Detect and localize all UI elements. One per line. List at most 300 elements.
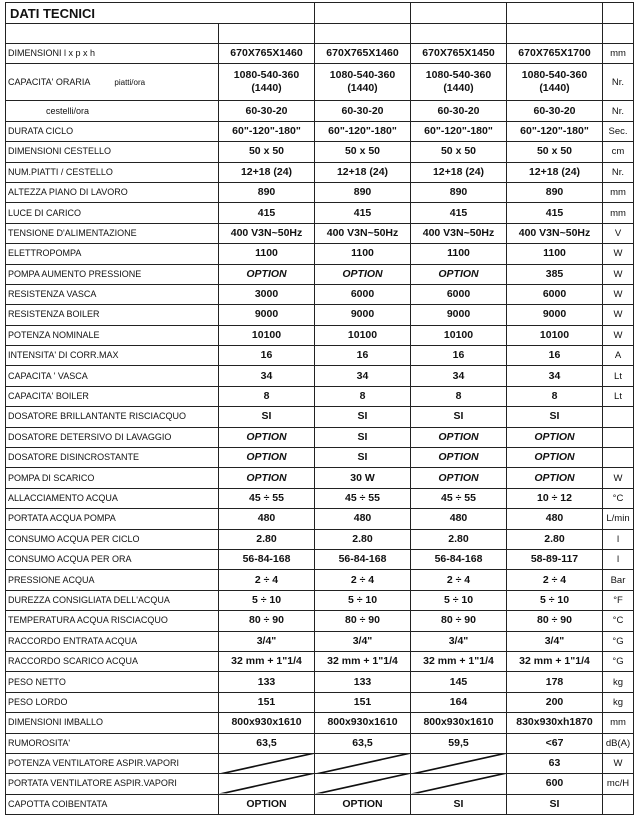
- spec-value: 50 x 50: [219, 142, 315, 162]
- spec-value: 1100: [411, 244, 507, 264]
- spec-value: 60-30-20: [507, 101, 603, 121]
- spec-value: 56-84-168: [315, 549, 411, 569]
- spec-label: [6, 284, 219, 304]
- spec-row: [6, 386, 634, 406]
- spec-value: 32 mm + 1"1/4: [219, 651, 315, 671]
- spec-value: 45 ÷ 55: [411, 488, 507, 508]
- spec-row: [6, 64, 634, 101]
- spec-value: 415: [315, 203, 411, 223]
- spec-unit: Sec.: [603, 121, 634, 141]
- spec-label: [6, 203, 219, 223]
- spec-value: 145: [411, 672, 507, 692]
- spec-label-text: RACCORDO ENTRATA ACQUA: [8, 635, 138, 646]
- spec-label-text: DIMENSIONI CESTELLO: [8, 146, 112, 157]
- spec-value: OPTION: [411, 264, 507, 284]
- spec-row: [6, 407, 634, 427]
- spec-value: 1080-540-360 (1440): [411, 64, 507, 101]
- spec-value: 60-30-20: [411, 101, 507, 121]
- spec-value: 12+18 (24): [315, 162, 411, 182]
- spec-value: 3/4": [411, 631, 507, 651]
- spec-value: SI: [507, 794, 603, 814]
- spec-table: [5, 2, 634, 815]
- spec-label: [6, 244, 219, 264]
- spec-label: [6, 182, 219, 202]
- spec-unit: [603, 427, 634, 447]
- spec-value: 1100: [219, 244, 315, 264]
- spec-value: OPTION: [315, 794, 411, 814]
- spec-value: 34: [507, 366, 603, 386]
- spec-value: 890: [411, 182, 507, 202]
- spec-value: 400 V3N~50Hz: [507, 223, 603, 243]
- spec-label-sub: piatti/ora: [114, 77, 146, 87]
- spec-label: [6, 142, 219, 162]
- diagonal-strike-icon: [315, 754, 410, 773]
- spec-label: [6, 325, 219, 345]
- spec-value: 400 V3N~50Hz: [411, 223, 507, 243]
- spec-value: OPTION: [507, 448, 603, 468]
- spec-label-text: CAPACITA ' VASCA: [8, 370, 88, 381]
- spec-value: 385: [507, 264, 603, 284]
- spec-unit: °C: [603, 611, 634, 631]
- spec-value: OPTION: [507, 468, 603, 488]
- spec-value: 1100: [507, 244, 603, 264]
- spec-value: 178: [507, 672, 603, 692]
- spec-label: [6, 44, 219, 64]
- spec-value: 8: [411, 386, 507, 406]
- spec-value: 800x930x1610: [411, 713, 507, 733]
- spec-value: 60"-120"-180": [315, 121, 411, 141]
- spec-row: [6, 631, 634, 651]
- spec-value: 10100: [507, 325, 603, 345]
- spec-label-text: CAPACITA' BOILER: [8, 391, 89, 402]
- spec-value: 10100: [411, 325, 507, 345]
- spec-value: 50 x 50: [315, 142, 411, 162]
- spec-label: [6, 651, 219, 671]
- spec-row: [6, 142, 634, 162]
- spec-unit: mm: [603, 182, 634, 202]
- spec-unit: [603, 448, 634, 468]
- spec-value: 34: [219, 366, 315, 386]
- spec-unit: W: [603, 325, 634, 345]
- spec-label-text: POTENZA NOMINALE: [8, 329, 100, 340]
- spec-value: 890: [219, 182, 315, 202]
- spec-label: [6, 733, 219, 753]
- page-title: DATI TECNICI: [6, 3, 219, 24]
- spec-label-text: DOSATORE DISINCROSTANTE: [8, 452, 140, 463]
- spec-label: [6, 631, 219, 651]
- spec-value: OPTION: [411, 448, 507, 468]
- spec-label-text: PESO LORDO: [8, 696, 68, 707]
- spec-value: 2 ÷ 4: [507, 570, 603, 590]
- spec-value: 80 ÷ 90: [315, 611, 411, 631]
- spec-value: 480: [507, 509, 603, 529]
- spec-value: 415: [219, 203, 315, 223]
- spec-value: 1080-540-360 (1440): [219, 64, 315, 101]
- spec-value: 16: [219, 346, 315, 366]
- spec-value: 480: [411, 509, 507, 529]
- spec-label-text: PRESSIONE ACQUA: [8, 574, 95, 585]
- spec-label-text: RUMOROSITA': [8, 737, 71, 748]
- spec-value: 16: [315, 346, 411, 366]
- diagonal-strike-icon: [219, 754, 314, 773]
- spec-label: [6, 305, 219, 325]
- spec-row: [6, 203, 634, 223]
- spec-value: 600: [507, 774, 603, 794]
- spec-label: [6, 570, 219, 590]
- diagonal-strike-icon: [411, 774, 506, 793]
- spec-label-text: TEMPERATURA ACQUA RISCIACQUO: [8, 615, 168, 626]
- spec-value: 80 ÷ 90: [219, 611, 315, 631]
- spec-value: 10100: [315, 325, 411, 345]
- struck-cell: [315, 753, 411, 773]
- spec-value: OPTION: [219, 427, 315, 447]
- spec-label: [6, 488, 219, 508]
- spec-value: 32 mm + 1"1/4: [411, 651, 507, 671]
- spec-value: OPTION: [411, 427, 507, 447]
- spec-value: SI: [315, 427, 411, 447]
- spec-value: 63,5: [315, 733, 411, 753]
- spec-row: [6, 366, 634, 386]
- spec-unit: mm: [603, 713, 634, 733]
- spec-value: 10 ÷ 12: [507, 488, 603, 508]
- spec-value: 34: [411, 366, 507, 386]
- spec-label: [6, 509, 219, 529]
- spec-label-text: RESISTENZA VASCA: [8, 289, 97, 300]
- spec-label-text: RESISTENZA BOILER: [8, 309, 100, 320]
- spec-row: [6, 651, 634, 671]
- spec-value: 34: [315, 366, 411, 386]
- spec-label-text: DOSATORE BRILLANTANTE RISCIACQUO: [8, 411, 187, 422]
- spec-value: 9000: [315, 305, 411, 325]
- spec-value: 415: [507, 203, 603, 223]
- spec-label-text: CAPACITA' ORARIA: [8, 76, 91, 87]
- spec-unit: Nr.: [603, 64, 634, 101]
- spec-label: [6, 346, 219, 366]
- spec-label-text: ALLACCIAMENTO ACQUA: [8, 493, 118, 503]
- spec-value: SI: [411, 794, 507, 814]
- spec-value: 1080-540-360 (1440): [315, 64, 411, 101]
- spec-label-text: POTENZA VENTILATORE ASPIR.VAPORI: [8, 758, 180, 769]
- spec-label: [6, 774, 219, 794]
- spec-label: [6, 427, 219, 447]
- spec-value: 58-89-117: [507, 549, 603, 569]
- diagonal-strike-icon: [315, 774, 410, 793]
- spec-label: [6, 672, 219, 692]
- spec-row: [6, 44, 634, 64]
- spec-value: 2.80: [411, 529, 507, 549]
- spec-value: 60"-120"-180": [411, 121, 507, 141]
- spec-value: 80 ÷ 90: [411, 611, 507, 631]
- spec-unit: Lt: [603, 366, 634, 386]
- spec-value: 3000: [219, 284, 315, 304]
- spec-label-text: POMPA AUMENTO PRESSIONE: [8, 268, 142, 279]
- spec-label: [6, 223, 219, 243]
- spec-value: 3/4": [507, 631, 603, 651]
- spec-label-text: PESO NETTO: [8, 676, 66, 687]
- spec-row: [6, 794, 634, 814]
- spec-label: [6, 692, 219, 712]
- spec-value: 60-30-20: [315, 101, 411, 121]
- spec-row: [6, 590, 634, 610]
- spec-label: [6, 529, 219, 549]
- spec-unit: W: [603, 264, 634, 284]
- spec-unit: °F: [603, 590, 634, 610]
- spec-unit: V: [603, 223, 634, 243]
- spec-row: [6, 529, 634, 549]
- spec-label-text: DIMENSIONI l x p x h: [8, 48, 96, 59]
- spec-row: [6, 733, 634, 753]
- spec-unit: kg: [603, 692, 634, 712]
- spec-value: 133: [219, 672, 315, 692]
- spec-value: 8: [219, 386, 315, 406]
- spec-value: 9000: [219, 305, 315, 325]
- spec-value: 5 ÷ 10: [507, 590, 603, 610]
- spec-row: [6, 162, 634, 182]
- spec-value: 60"-120"-180": [507, 121, 603, 141]
- spec-row: [6, 611, 634, 631]
- spec-row: [6, 121, 634, 141]
- spec-label-text: CONSUMO ACQUA PER ORA: [8, 554, 132, 565]
- spec-value: 800x930x1610: [315, 713, 411, 733]
- spec-value: 5 ÷ 10: [315, 590, 411, 610]
- spec-row: [6, 448, 634, 468]
- spec-value: 50 x 50: [411, 142, 507, 162]
- spec-value: 2.80: [219, 529, 315, 549]
- spec-unit: A: [603, 346, 634, 366]
- spec-value: 800x930x1610: [219, 713, 315, 733]
- spec-value: OPTION: [315, 264, 411, 284]
- spec-row: [6, 468, 634, 488]
- spec-unit: l: [603, 529, 634, 549]
- spec-label-text: ELETTROPOMPA: [8, 248, 82, 259]
- spec-value: 12+18 (24): [411, 162, 507, 182]
- spec-label-text: INTENSITA' DI CORR.MAX: [8, 350, 119, 361]
- spec-value: 6000: [315, 284, 411, 304]
- spec-unit: °C: [603, 488, 634, 508]
- spec-label: [6, 794, 219, 814]
- spec-label-text: ALTEZZA PIANO DI LAVORO: [8, 187, 128, 198]
- spec-value: 480: [219, 509, 315, 529]
- spec-value: 151: [315, 692, 411, 712]
- spec-unit: L/min: [603, 509, 634, 529]
- struck-cell: [219, 753, 315, 773]
- spec-label: [6, 264, 219, 284]
- spec-unit: W: [603, 305, 634, 325]
- spec-value: 200: [507, 692, 603, 712]
- spec-value: 670X765X1700: [507, 44, 603, 64]
- spec-unit: Lt: [603, 386, 634, 406]
- spec-value: 5 ÷ 10: [219, 590, 315, 610]
- spec-value: <67: [507, 733, 603, 753]
- spec-value: 6000: [507, 284, 603, 304]
- spec-value: OPTION: [507, 427, 603, 447]
- spec-value: 1080-540-360 (1440): [507, 64, 603, 101]
- spec-row: [6, 774, 634, 794]
- spec-value: 9000: [411, 305, 507, 325]
- spec-row: [6, 264, 634, 284]
- spec-value: SI: [315, 407, 411, 427]
- spec-unit: Nr.: [603, 162, 634, 182]
- spec-value: 415: [411, 203, 507, 223]
- spec-label-text: POMPA DI SCARICO: [8, 472, 95, 483]
- spec-row: [6, 305, 634, 325]
- spec-label: [6, 64, 219, 101]
- spec-label-text: CAPOTTA COIBENTATA: [8, 798, 108, 809]
- spec-row: [6, 570, 634, 590]
- spec-value: SI: [507, 407, 603, 427]
- spec-label-text: DOSATORE DETERSIVO DI LAVAGGIO: [8, 431, 172, 442]
- spec-label: [6, 590, 219, 610]
- spec-value: 2.80: [315, 529, 411, 549]
- spec-label-text: TENSIONE D'ALIMENTAZIONE: [8, 227, 137, 238]
- spec-value: 45 ÷ 55: [315, 488, 411, 508]
- spec-label: [6, 101, 219, 121]
- spec-value: SI: [315, 448, 411, 468]
- spec-row: [6, 325, 634, 345]
- spec-value: 16: [411, 346, 507, 366]
- spec-value: 60-30-20: [219, 101, 315, 121]
- spec-value: 5 ÷ 10: [411, 590, 507, 610]
- spec-label: [6, 162, 219, 182]
- spec-row: [6, 427, 634, 447]
- spec-value: 670X765X1460: [315, 44, 411, 64]
- spec-unit: W: [603, 468, 634, 488]
- spec-value: 670X765X1460: [219, 44, 315, 64]
- spec-label-text: LUCE DI CARICO: [8, 207, 82, 218]
- spec-row: [6, 753, 634, 773]
- spec-value: 16: [507, 346, 603, 366]
- spec-unit: °G: [603, 651, 634, 671]
- spec-unit: Bar: [603, 570, 634, 590]
- spec-value: 2 ÷ 4: [219, 570, 315, 590]
- spec-value: 45 ÷ 55: [219, 488, 315, 508]
- spec-row: [6, 101, 634, 121]
- spec-value: 56-84-168: [219, 549, 315, 569]
- spec-value: 400 V3N~50Hz: [219, 223, 315, 243]
- spec-value: 12+18 (24): [507, 162, 603, 182]
- spec-unit: l: [603, 549, 634, 569]
- spec-label: [6, 448, 219, 468]
- spec-value: 151: [219, 692, 315, 712]
- spec-label-text: PORTATA VENTILATORE ASPIR.VAPORI: [8, 778, 177, 789]
- spec-label: [6, 407, 219, 427]
- spec-label-text: CONSUMO ACQUA PER CICLO: [8, 533, 140, 544]
- spec-value: 2 ÷ 4: [315, 570, 411, 590]
- spec-label: [6, 121, 219, 141]
- spec-unit: mm: [603, 44, 634, 64]
- spec-unit: dB(A): [603, 733, 634, 753]
- spec-value: 8: [315, 386, 411, 406]
- spec-label-text: NUM.PIATTI / CESTELLO: [8, 166, 113, 177]
- spec-value: 60"-120"-180": [219, 121, 315, 141]
- spec-row: [6, 284, 634, 304]
- spec-value: 30 W: [315, 468, 411, 488]
- spec-value: 63: [507, 753, 603, 773]
- spec-row: [6, 509, 634, 529]
- spec-row: [6, 672, 634, 692]
- spec-unit: kg: [603, 672, 634, 692]
- spec-value: 3/4": [219, 631, 315, 651]
- spec-value: 6000: [411, 284, 507, 304]
- struck-cell: [219, 774, 315, 794]
- spec-value: 59,5: [411, 733, 507, 753]
- spec-value: 480: [315, 509, 411, 529]
- spec-label-text: PORTATA ACQUA POMPA: [8, 513, 116, 524]
- title-row: [6, 3, 634, 24]
- spec-label: [6, 611, 219, 631]
- spec-value: 400 V3N~50Hz: [315, 223, 411, 243]
- spec-row: [6, 182, 634, 202]
- spec-value: 56-84-168: [411, 549, 507, 569]
- spec-value: 133: [315, 672, 411, 692]
- spec-label: [6, 753, 219, 773]
- spec-value: 830x930xh1870: [507, 713, 603, 733]
- spec-value: OPTION: [219, 264, 315, 284]
- spec-label-text: RACCORDO SCARICO ACQUA: [8, 656, 139, 667]
- diagonal-strike-icon: [411, 754, 506, 773]
- spec-row: [6, 244, 634, 264]
- spec-label: [6, 366, 219, 386]
- spec-unit: W: [603, 284, 634, 304]
- spec-value: 9000: [507, 305, 603, 325]
- spec-value: 10100: [219, 325, 315, 345]
- spec-value: SI: [411, 407, 507, 427]
- spec-value: SI: [219, 407, 315, 427]
- spec-unit: mm: [603, 203, 634, 223]
- spec-unit: W: [603, 244, 634, 264]
- spec-label-text: DUREZZA CONSIGLIATA DELL'ACQUA: [8, 594, 170, 605]
- spec-label: [6, 549, 219, 569]
- spec-value: OPTION: [219, 794, 315, 814]
- struck-cell: [411, 774, 507, 794]
- spec-value: 32 mm + 1"1/4: [507, 651, 603, 671]
- spec-value: 2 ÷ 4: [411, 570, 507, 590]
- spec-row: [6, 488, 634, 508]
- spec-unit: mc/H: [603, 774, 634, 794]
- spec-label-text: DIMENSIONI IMBALLO: [8, 717, 104, 728]
- spec-label-text: DURATA CICLO: [8, 125, 74, 136]
- spec-value: 63,5: [219, 733, 315, 753]
- spec-unit: Nr.: [603, 101, 634, 121]
- spec-value: 8: [507, 386, 603, 406]
- spec-value: 50 x 50: [507, 142, 603, 162]
- spec-value: 890: [507, 182, 603, 202]
- spec-value: 80 ÷ 90: [507, 611, 603, 631]
- spec-value: 890: [315, 182, 411, 202]
- struck-cell: [411, 753, 507, 773]
- spec-value: 670X765X1450: [411, 44, 507, 64]
- spec-value: OPTION: [219, 448, 315, 468]
- spec-label: [6, 468, 219, 488]
- diagonal-strike-icon: [219, 774, 314, 793]
- spec-unit: [603, 407, 634, 427]
- spec-value: OPTION: [411, 468, 507, 488]
- spec-unit: cm: [603, 142, 634, 162]
- spec-unit: [603, 794, 634, 814]
- spec-label: [6, 386, 219, 406]
- spec-unit: °G: [603, 631, 634, 651]
- spec-value: 12+18 (24): [219, 162, 315, 182]
- struck-cell: [315, 774, 411, 794]
- spec-unit: W: [603, 753, 634, 773]
- blank-row: [6, 24, 634, 44]
- spec-label-text: cestelli/ora: [46, 105, 90, 116]
- spec-row: [6, 713, 634, 733]
- spec-row: [6, 223, 634, 243]
- spec-value: OPTION: [219, 468, 315, 488]
- spec-value: 2.80: [507, 529, 603, 549]
- spec-value: 3/4": [315, 631, 411, 651]
